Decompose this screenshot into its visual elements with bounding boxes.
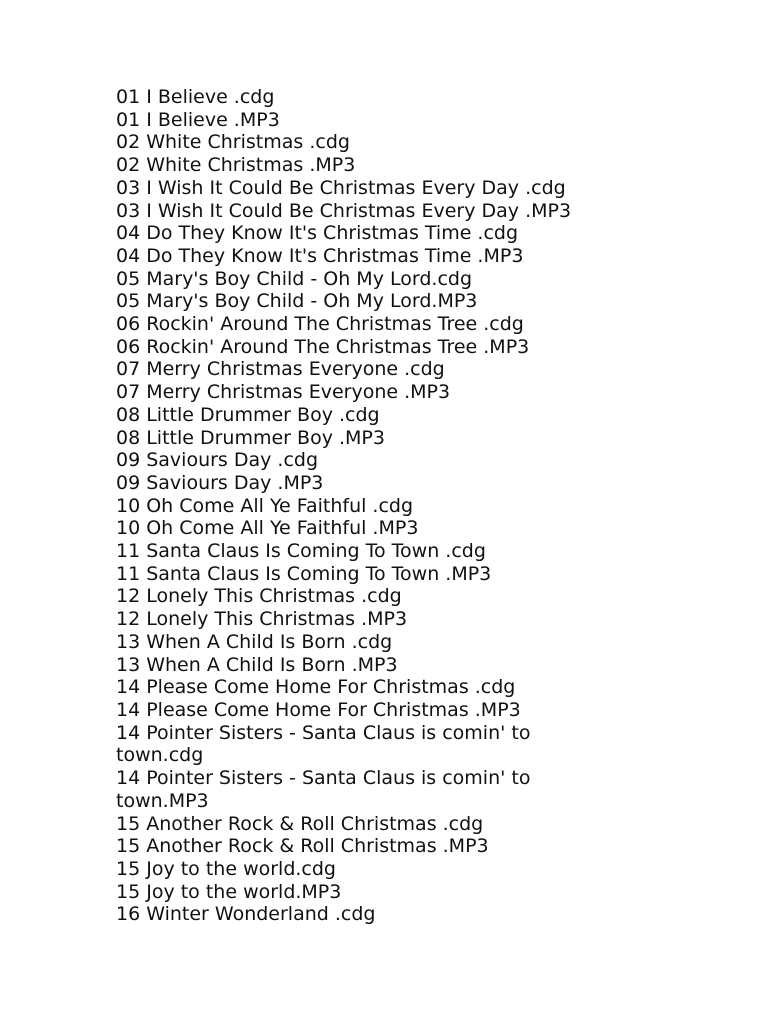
file-name: 14 Pointer Sisters - Santa Claus is comin' to town.cdg [116,721,531,767]
file-name: 12 Lonely This Christmas .MP3 [116,608,408,631]
file-name: 08 Little Drummer Boy .MP3 [116,426,385,449]
file-name: 13 When A Child Is Born .cdg [116,630,393,653]
file-name: 01 I Believe .cdg [116,86,275,108]
file-name: 11 Santa Claus Is Coming To Town .MP3 [116,562,492,585]
file-name: 06 Rockin' Around The Christmas Tree .cdg [116,313,524,336]
file-name: 15 Another Rock & Roll Christmas .MP3 [116,835,489,858]
file-name: 03 I Wish It Could Be Christmas Every Day .cdg [116,176,566,199]
file-name: 14 Pointer Sisters - Santa Claus is comin' to town.MP3 [116,767,531,812]
file-list [116,86,596,926]
file-name: 02 White Christmas .cdg [116,131,350,154]
file-name: 09 Saviours Day .cdg [116,449,319,472]
file-name: 15 Joy to the world.MP3 [116,880,342,903]
file-name: 10 Oh Come All Ye Faithful .MP3 [116,517,419,540]
file-name: 12 Lonely This Christmas .cdg [116,585,402,608]
file-name: 15 Another Rock & Roll Christmas .cdg [116,812,484,835]
file-name: 05 Mary's Boy Child - Oh My Lord.cdg [116,267,473,290]
file-name: 02 White Christmas .MP3 [116,154,356,177]
file-name: 13 When A Child Is Born .MP3 [116,653,398,676]
file-name: 14 Please Come Home For Christmas .cdg [116,676,516,699]
file-name: 01 I Believe .MP3 [116,108,280,131]
file-name: 06 Rockin' Around The Christmas Tree .MP3 [116,335,530,358]
file-name: 04 Do They Know It's Christmas Time .MP3 [116,244,524,267]
file-name: 07 Merry Christmas Everyone .MP3 [116,381,451,404]
file-name: 08 Little Drummer Boy .cdg [116,403,380,426]
file-name: 16 Winter Wonderland .cdg [116,903,376,926]
file-name: 09 Saviours Day .MP3 [116,471,324,494]
file-name: 07 Merry Christmas Everyone .cdg [116,358,445,381]
file-name: 05 Mary's Boy Child - Oh My Lord.MP3 [116,290,478,313]
file-name: 15 Joy to the world.cdg [116,857,336,880]
file-name: 04 Do They Know It's Christmas Time .cdg [116,222,519,245]
file-name: 14 Please Come Home For Christmas .MP3 [116,698,521,721]
file-name: 11 Santa Claus Is Coming To Town .cdg [116,540,486,563]
file-name: 03 I Wish It Could Be Christmas Every Day .MP3 [116,199,572,222]
file-name: 10 Oh Come All Ye Faithful .cdg [116,494,414,517]
